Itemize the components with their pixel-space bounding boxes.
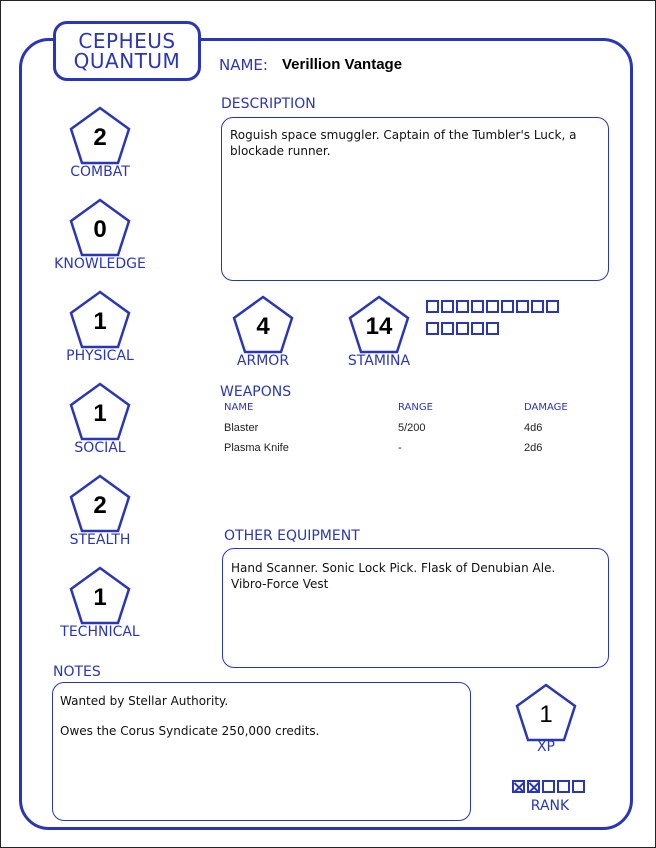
stat-pentagon-technical bbox=[68, 566, 132, 626]
stat-label: PHYSICAL bbox=[66, 348, 134, 364]
stat-label: TECHNICAL bbox=[60, 624, 140, 640]
xp-label: XP bbox=[536, 739, 556, 755]
weapons-header-row bbox=[222, 402, 592, 416]
weapon-damage: 2d6 bbox=[524, 442, 543, 454]
tick-checkbox[interactable] bbox=[441, 322, 454, 335]
table-row[interactable] bbox=[222, 422, 592, 442]
tick-checkbox[interactable] bbox=[546, 300, 559, 313]
weapon-damage: 4d6 bbox=[524, 422, 543, 434]
description-text: Roguish space smuggler. Captain of the Tumbler's Luck, a blockade runner. bbox=[230, 128, 577, 158]
stat-pentagon-social bbox=[68, 382, 132, 442]
notes-line-1: Wanted by Stellar Authority. bbox=[60, 694, 229, 708]
weapons-header-range: RANGE bbox=[398, 402, 433, 413]
tick-checkbox[interactable] bbox=[471, 300, 484, 313]
logo-line-2: QUANTUM bbox=[73, 49, 181, 73]
stat-pentagon-knowledge bbox=[68, 198, 132, 258]
armor-label: ARMOR bbox=[236, 353, 290, 369]
tick-checkbox[interactable] bbox=[456, 300, 469, 313]
rank-checkboxes bbox=[512, 780, 602, 799]
tick-checkbox[interactable] bbox=[471, 322, 484, 335]
description-label: DESCRIPTION bbox=[221, 96, 316, 112]
tick-checkbox[interactable] bbox=[512, 780, 525, 793]
character-name[interactable]: Verillion Vantage bbox=[282, 56, 403, 73]
tick-checkbox[interactable] bbox=[572, 780, 585, 793]
logo-line-1: CEPHEUS bbox=[78, 29, 176, 53]
equipment-label: OTHER EQUIPMENT bbox=[224, 528, 360, 544]
weapon-range: - bbox=[398, 442, 402, 454]
stat-value[interactable]: 2 bbox=[93, 492, 107, 519]
tick-checkbox[interactable] bbox=[531, 300, 544, 313]
tick-checkbox[interactable] bbox=[557, 780, 570, 793]
notes-line-2: Owes the Corus Syndicate 250,000 credits. bbox=[60, 724, 320, 738]
tick-checkbox[interactable] bbox=[516, 300, 529, 313]
equipment-line-2: Vibro-Force Vest bbox=[231, 577, 329, 591]
tick-checkbox[interactable] bbox=[486, 300, 499, 313]
tick-checkbox[interactable] bbox=[527, 780, 540, 793]
game-logo bbox=[53, 21, 201, 81]
equipment-text bbox=[231, 560, 601, 592]
weapon-name: Plasma Knife bbox=[224, 442, 289, 454]
stat-value[interactable]: 2 bbox=[93, 124, 107, 151]
stat-value[interactable]: 1 bbox=[93, 584, 107, 611]
notes-text bbox=[60, 693, 460, 739]
tick-checkbox[interactable] bbox=[426, 322, 439, 335]
weapons-label: WEAPONS bbox=[220, 384, 292, 400]
stat-label: COMBAT bbox=[70, 164, 130, 180]
stat-label: STEALTH bbox=[69, 532, 131, 548]
stat-pentagon-combat bbox=[68, 106, 132, 166]
tick-checkbox[interactable] bbox=[456, 322, 469, 335]
stat-pentagon-stealth bbox=[68, 474, 132, 534]
armor-value[interactable]: 4 bbox=[256, 313, 270, 340]
tick-checkbox[interactable] bbox=[542, 780, 555, 793]
weapons-header-name: NAME bbox=[224, 402, 254, 413]
armor-pentagon bbox=[231, 295, 295, 355]
name-label: NAME: bbox=[219, 56, 268, 74]
tick-checkbox[interactable] bbox=[486, 322, 499, 335]
table-row[interactable] bbox=[222, 442, 592, 462]
tick-checkbox[interactable] bbox=[501, 300, 514, 313]
weapon-name: Blaster bbox=[224, 422, 259, 434]
stat-value[interactable]: 1 bbox=[93, 308, 107, 335]
weapon-range: 5/200 bbox=[398, 422, 426, 434]
stat-label: KNOWLEDGE bbox=[54, 256, 146, 272]
stamina-checkboxes bbox=[426, 300, 576, 341]
equipment-line-1: Hand Scanner. Sonic Lock Pick. Flask of Denubian Ale. bbox=[231, 561, 556, 575]
xp-value[interactable]: 1 bbox=[539, 701, 553, 728]
stat-value[interactable]: 0 bbox=[93, 216, 107, 243]
tick-checkbox[interactable] bbox=[426, 300, 439, 313]
stat-label: SOCIAL bbox=[74, 440, 126, 456]
weapons-table bbox=[222, 402, 592, 462]
stat-value[interactable]: 1 bbox=[93, 400, 107, 427]
stamina-pentagon bbox=[347, 295, 411, 355]
tick-checkbox[interactable] bbox=[441, 300, 454, 313]
xp-pentagon bbox=[514, 683, 578, 743]
stamina-value[interactable]: 14 bbox=[365, 313, 393, 340]
notes-label: NOTES bbox=[53, 664, 101, 680]
stamina-label: STAMINA bbox=[347, 353, 411, 369]
rank-label: RANK bbox=[530, 798, 570, 814]
stat-pentagon-physical bbox=[68, 290, 132, 350]
weapons-header-damage: DAMAGE bbox=[524, 402, 568, 413]
